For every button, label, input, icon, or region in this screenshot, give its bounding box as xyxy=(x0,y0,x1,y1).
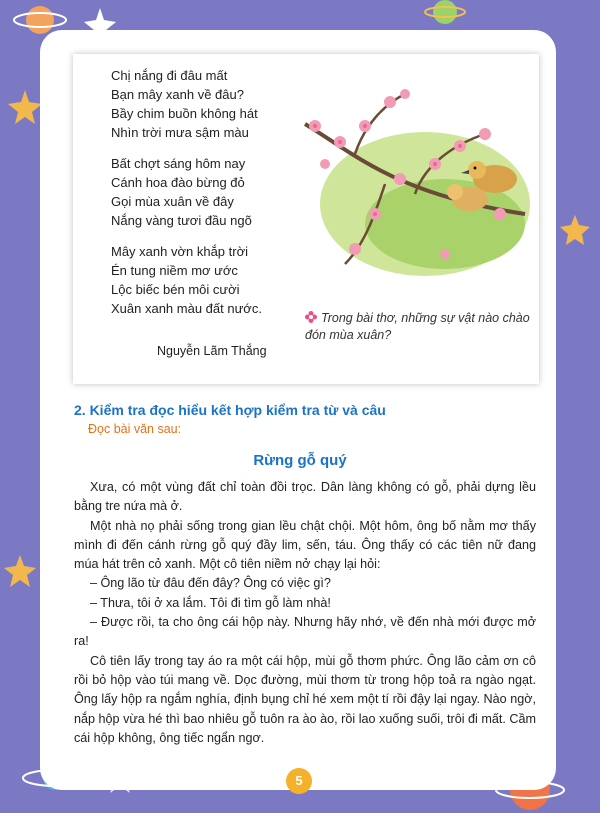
poem-line: Lộc biếc bén môi cười xyxy=(111,282,240,297)
stanza xyxy=(111,66,262,142)
poem-card xyxy=(73,54,539,384)
planet-icon xyxy=(425,0,465,24)
story-paragraph: Xưa, có một vùng đất chỉ toàn đồi trọc. Dân làng không có gỗ, phải dựng lều bằng tre nứa mà ở. xyxy=(74,480,536,514)
poem-line: Gọi mùa xuân về đây xyxy=(111,194,234,209)
star-icon xyxy=(8,90,42,124)
flower-icon xyxy=(305,311,317,323)
poem-line: Én tung niềm mơ ước xyxy=(111,263,238,278)
question-text: Trong bài thơ, những sự vật nào chào đón mùa xuân? xyxy=(305,311,530,342)
stanza xyxy=(111,242,262,318)
story-paragraph: – Ông lão từ đâu đến đây? Ông có việc gì? xyxy=(90,576,331,591)
poem-line: Nắng vàng tươi đầu ngõ xyxy=(111,213,252,228)
poem-line: Mây xanh vờn khắp trời xyxy=(111,244,248,259)
poem-line: Xuân xanh màu đất nước. xyxy=(111,301,262,316)
story-body xyxy=(74,478,536,748)
poem-author: Nguyễn Lãm Thắng xyxy=(157,344,267,358)
star-icon xyxy=(4,555,36,587)
poem-line: Chị nắng đi đâu mất xyxy=(111,68,228,83)
section-subtitle: Đọc bài văn sau: xyxy=(88,422,182,436)
poem-line: Bất chợt sáng hôm nay xyxy=(111,156,246,171)
page-number: 5 xyxy=(286,768,312,794)
story-paragraph: – Thưa, tôi ở xa lắm. Tôi đi tìm gỗ làm nhà! xyxy=(90,595,331,610)
stanza xyxy=(111,154,262,230)
poem-line: Cánh hoa đào bừng đỏ xyxy=(111,175,245,190)
story-paragraph: – Được rồi, ta cho ông cái hộp này. Nhưng hãy nhớ, về đến nhà mới được mở ra! xyxy=(74,615,536,649)
poem-line: Bạn mây xanh về đâu? xyxy=(111,87,244,102)
question-prompt xyxy=(305,310,531,344)
poem-line: Nhìn trời mưa sậm màu xyxy=(111,125,249,140)
poem-line: Bầy chim buồn không hát xyxy=(111,106,258,121)
star-icon xyxy=(560,215,590,245)
story-paragraph: Cô tiên lấy trong tay áo ra một cái hộp, mùi gỗ thơm phức. Ông lão cảm ơn cô rồi bỏ hộp vào túi mang về. Dọc đường, mùi thơm từ trong hộp toả ra ngào ngạt. Ông lấy hộp ra ngắm nghía, định bụng chỉ hé xem một tí rồi đậy lại ngay. Nào ngờ, nắp hộp vừa hé thì bao nhiêu gỗ tuôn ra ào ào, rồi lao xuống suối, trôi đi mất. Cầm cái hộp không, ông tiếc ngẩn ngơ. xyxy=(74,653,536,745)
peach-blossom-bird-illustration xyxy=(295,84,533,284)
story-title: Rừng gỗ quý xyxy=(253,452,347,469)
section-title: 2. Kiểm tra đọc hiểu kết hợp kiểm tra từ và câu xyxy=(74,402,386,418)
poem xyxy=(111,66,262,330)
story-paragraph: Một nhà nọ phải sống trong gian lều chật chội. Một hôm, ông bố nằm mơ thấy mình đi đến cánh rừng gỗ quý đầy lim, sến, táu. Ông thấy có các tiên nữ đang múa hát trên cỏ xanh. Một cô tiên niềm nở chạy lại hỏi: xyxy=(74,518,536,572)
